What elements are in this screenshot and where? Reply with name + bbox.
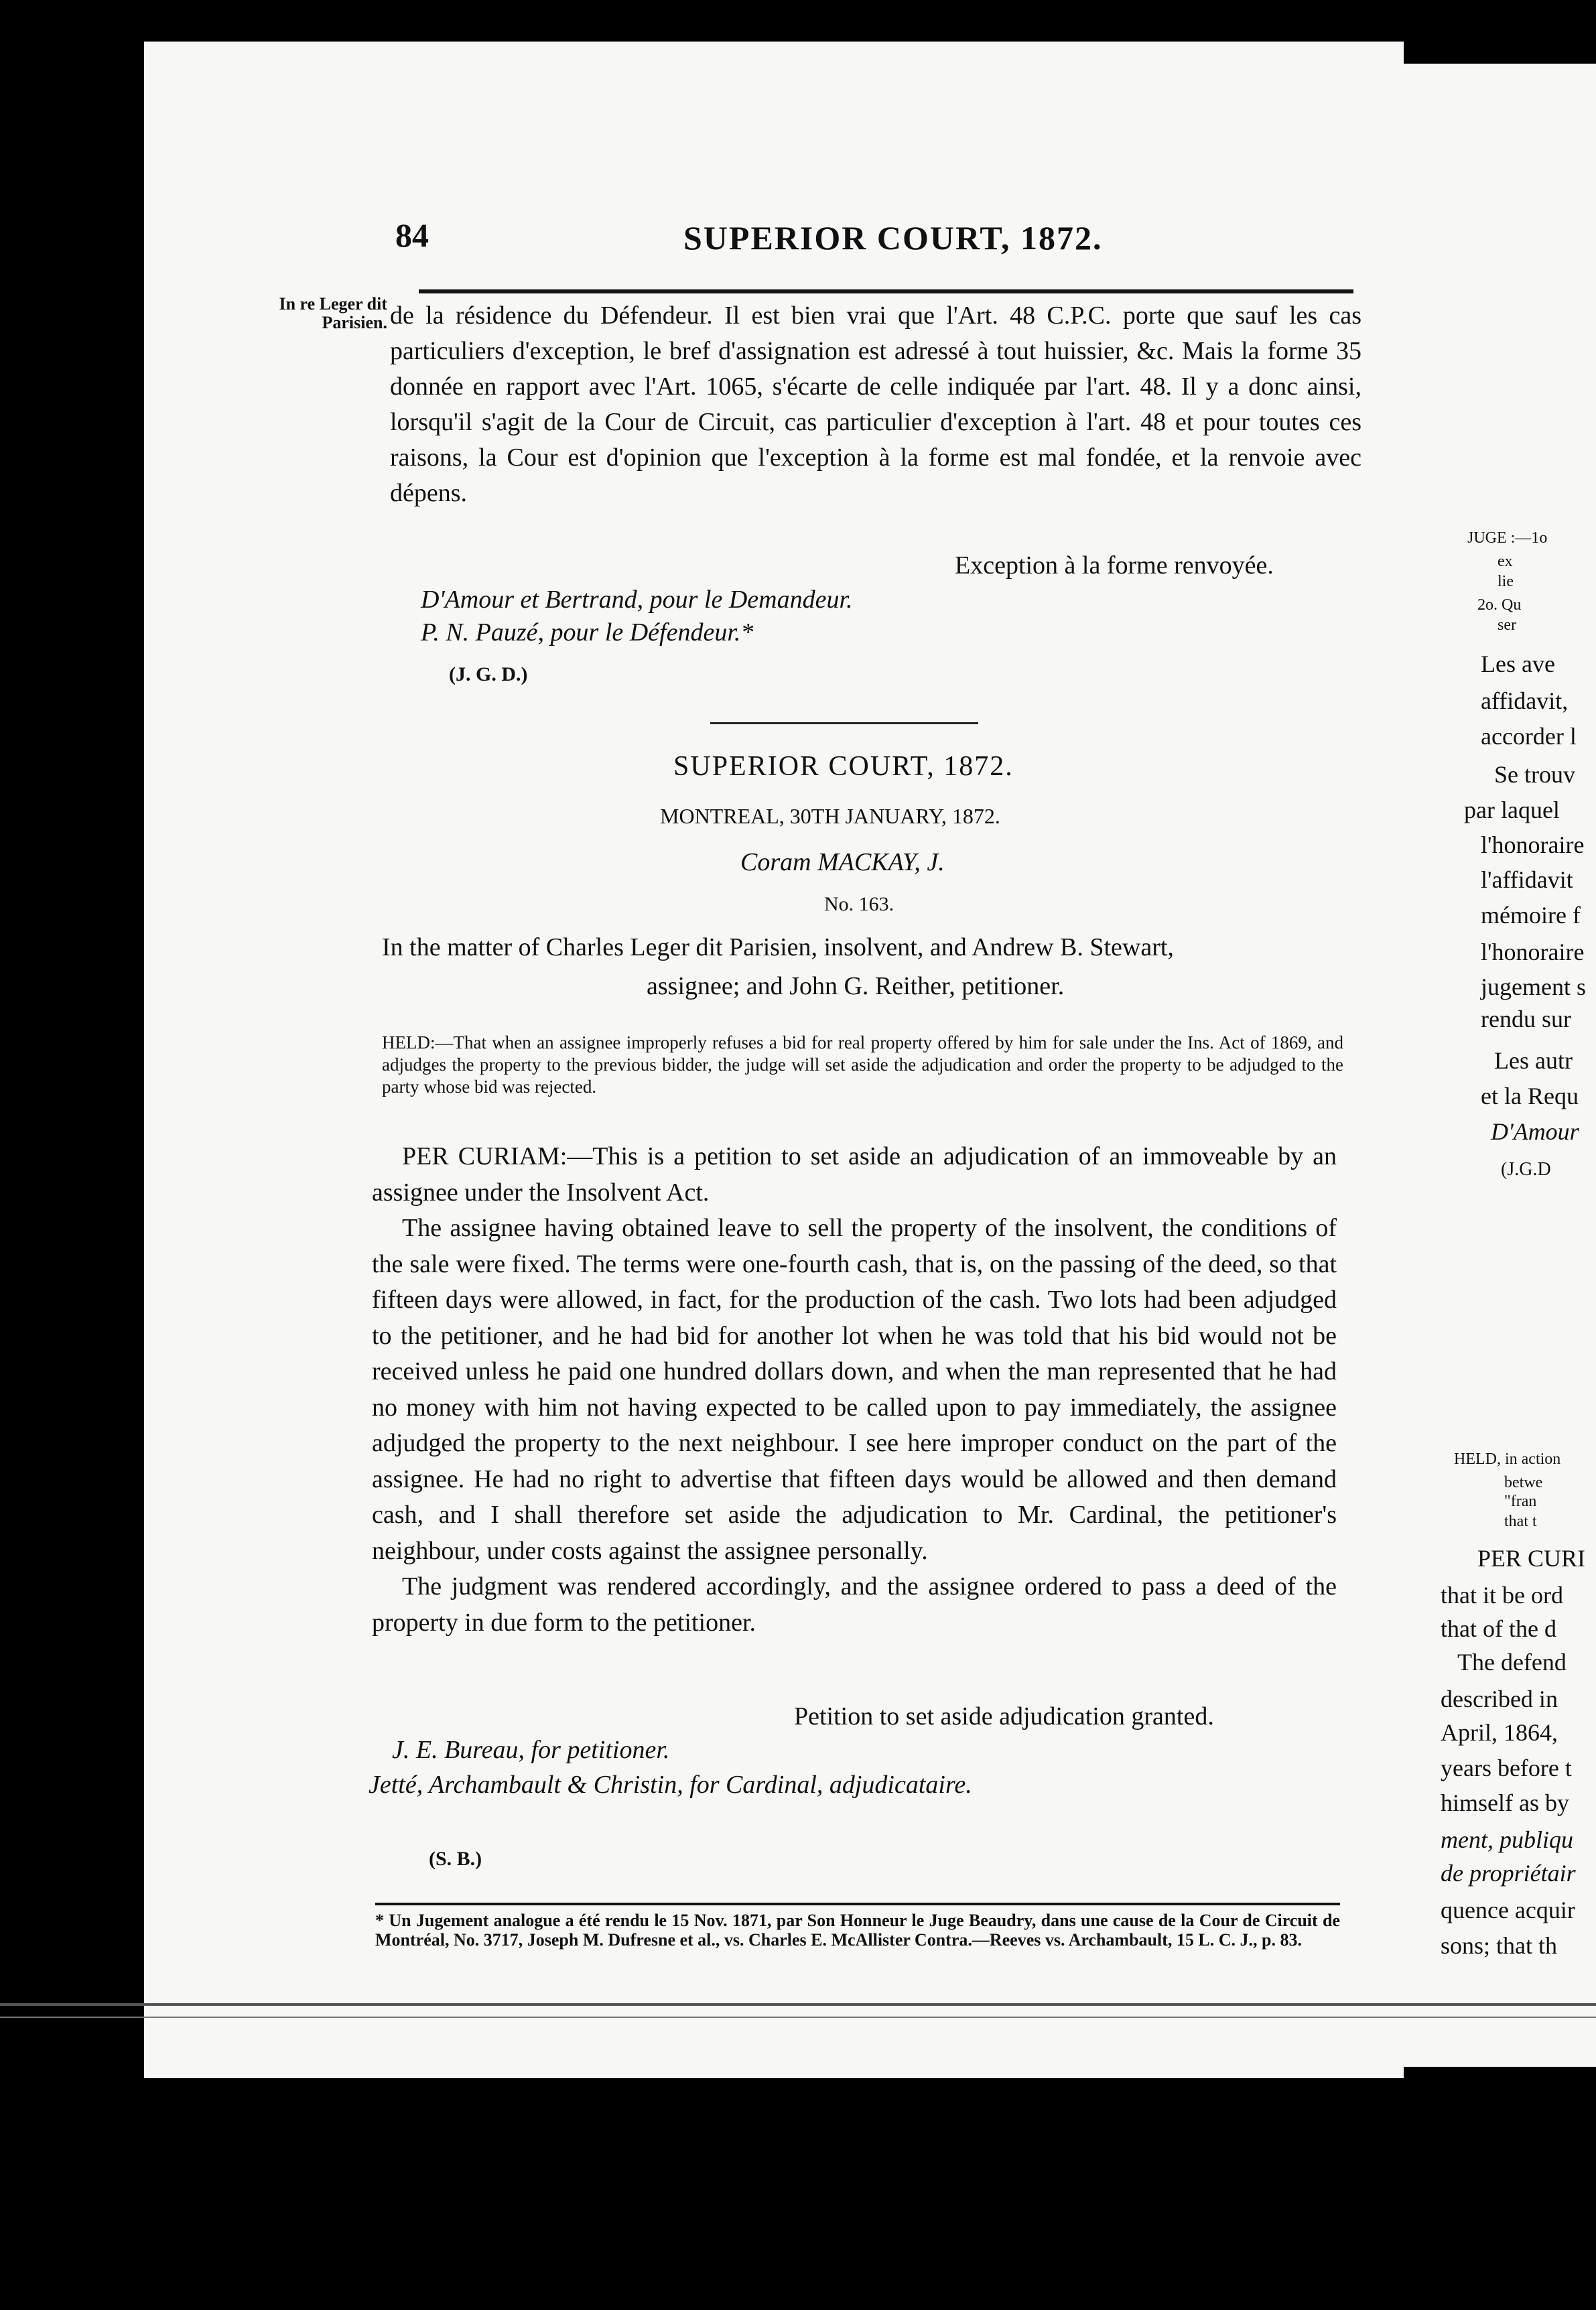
right-page-text: himself as by — [1441, 1789, 1569, 1816]
scan-border-line — [0, 2003, 1596, 2006]
paragraph: The assignee having obtained leave to sell the property of the insolvent, the conditions of the sale were fixed. The terms were one-fourth cash, that is, on the passing of the deed, so that fifteen days were allowed, in fact, for the production of the cash. Two lots had been adjudged to the petitioner, and he had bid for another lot when he was told that his bid would not be received unless he paid one hundred dollars down, and when the man represented that he had no money with him not having expected to be called upon to pay immediately, the assignee adjudged the property to the next neighbour. I see here improper conduct on the part of the assignee. He had no right to advertise that fifteen days would be allowed and then demand cash, and I shall therefore set aside the adjudication to Mr. Cardinal, the petitioner's neighbour, under costs against the assignee personally. — [372, 1214, 1337, 1565]
right-page-text: April, 1864, — [1441, 1719, 1558, 1746]
right-page-text: mémoire f — [1481, 902, 1581, 929]
case-court: SUPERIOR COURT, 1872. — [673, 751, 1014, 782]
right-page-text: par laquel — [1464, 797, 1560, 823]
right-page-text: l'honoraire — [1481, 939, 1585, 965]
case-number: No. 163. — [824, 893, 894, 915]
paragraph: The judgment was rendered accordingly, and the assignee ordered to pass a deed of the property in due form to the petitioner. — [372, 1572, 1337, 1637]
right-page-text: affidavit, — [1481, 687, 1569, 714]
page-number: 84 — [395, 216, 429, 254]
right-page-text: The defend — [1457, 1649, 1567, 1676]
right-page-text: that t — [1504, 1513, 1537, 1530]
counsel-line: Jetté, Archambault & Christin, for Cardinal, adjudicataire. — [369, 1771, 972, 1799]
counsel-line: P. N. Pauzé, pour le Défendeur.* — [421, 618, 754, 647]
footnote-rule — [375, 1903, 1340, 1905]
right-page-text: jugement s — [1481, 973, 1586, 1000]
right-page-text: D'Amour — [1491, 1118, 1579, 1145]
right-page-text: quence acquir — [1441, 1897, 1575, 1923]
footnote: * Un Jugement analogue a été rendu le 15 Nov. 1871, par Son Honneur le Juge Beaudry, dans une cause de la Cour de Circuit de Montréal, No. 3717, Joseph M. Dufresne et al., vs. Charles E. McAllister Contra.—Reeves vs. Archambault, 15 L. C. J., p. 83. — [375, 1911, 1340, 1950]
counsel-line: J. E. Bureau, for petitioner. — [392, 1736, 670, 1764]
case-coram: Coram MACKAY, J. — [740, 848, 945, 876]
paragraph: PER CURIAM:—This is a petition to set aside an adjudication of an immoveable by an assignee under the Insolvent Act. — [372, 1142, 1337, 1207]
right-page-text: betwe — [1504, 1474, 1543, 1491]
case-place-date: MONTREAL, 30TH JANUARY, 1872. — [660, 804, 1000, 828]
right-page-text: described in — [1441, 1686, 1558, 1712]
right-page-text: l'honoraire — [1481, 831, 1585, 858]
scan-border-line — [0, 2017, 1596, 2018]
right-page-text: sons; that th — [1441, 1932, 1558, 1959]
right-page-text: HELD, in action — [1454, 1450, 1561, 1468]
counsel-line: D'Amour et Bertrand, pour le Demandeur. — [421, 586, 853, 614]
right-page-text: Les ave — [1481, 651, 1555, 677]
right-page-text: Se trouv — [1494, 761, 1575, 788]
right-page-text: JUGE :—1o — [1467, 529, 1548, 547]
header-rule — [419, 289, 1353, 293]
right-page-text: ser — [1498, 616, 1516, 634]
right-page-text: (J.G.D — [1501, 1159, 1551, 1180]
opening-paragraph: de la résidence du Défendeur. Il est bien vrai que l'Art. 48 C.P.C. porte que sauf les cas particuliers d'exception, le bref d'assignation est adressé à tout huissier, &c. Mais la forme 35 donnée en rapport avec l'Art. 1065, s'écarte de celle indiquée par l'art. 48. Il y a donc ainsi, lorsqu'il s'agit de la Cour de Circuit, cas particulier d'exception à l'art. 48 et pour toutes ces raisons, la Cour est d'opinion que l'exception à la forme est mal fondée, et la renvoie avec dépens. — [390, 301, 1361, 507]
disposition: Petition to set aside adjudication granted. — [794, 1702, 1214, 1730]
right-page-text: PER CURI — [1477, 1545, 1586, 1572]
right-page-text: accorder l — [1481, 723, 1577, 750]
right-page-text: that it be ord — [1441, 1582, 1563, 1609]
right-page-text: Les autr — [1494, 1047, 1573, 1074]
reporter-initials: (J. G. D.) — [449, 663, 528, 685]
right-page-text: years before t — [1441, 1755, 1572, 1781]
reporter-initials: (S. B.) — [429, 1848, 482, 1870]
headnote: HELD:—That when an assignee improperly refuses a bid for real property offered by him for sale under the Ins. Act of 1869, and adjudges the property to the previous bidder, the judge will set aside the adjudication and order the property to be adjudged to the party whose bid was rejected. — [382, 1032, 1343, 1097]
case-separator — [710, 722, 978, 724]
right-page-text: that of the d — [1441, 1615, 1556, 1642]
right-page-text: ment, publiqu — [1441, 1826, 1573, 1853]
right-page-text: de propriétair — [1441, 1860, 1576, 1887]
running-head: SUPERIOR COURT, 1872. — [683, 219, 1103, 257]
margin-note: In re Leger dit Parisien. — [279, 294, 387, 332]
right-page-text: l'affidavit — [1481, 866, 1573, 893]
judgment-body — [372, 1139, 1337, 1641]
right-page-text: ex — [1498, 553, 1513, 570]
case-title: assignee; and John G. Reither, petitioner. — [647, 972, 1065, 1000]
disposition: Exception à la forme renvoyée. — [955, 551, 1274, 580]
right-page-text: "fran — [1504, 1493, 1537, 1510]
right-page-text: et la Requ — [1481, 1083, 1579, 1109]
right-page-text: rendu sur — [1481, 1006, 1571, 1032]
right-page-text: lie — [1498, 573, 1514, 590]
right-page-text: 2o. Qu — [1477, 596, 1522, 614]
case-title: In the matter of Charles Leger dit Parisien, insolvent, and Andrew B. Stewart, — [382, 933, 1174, 961]
